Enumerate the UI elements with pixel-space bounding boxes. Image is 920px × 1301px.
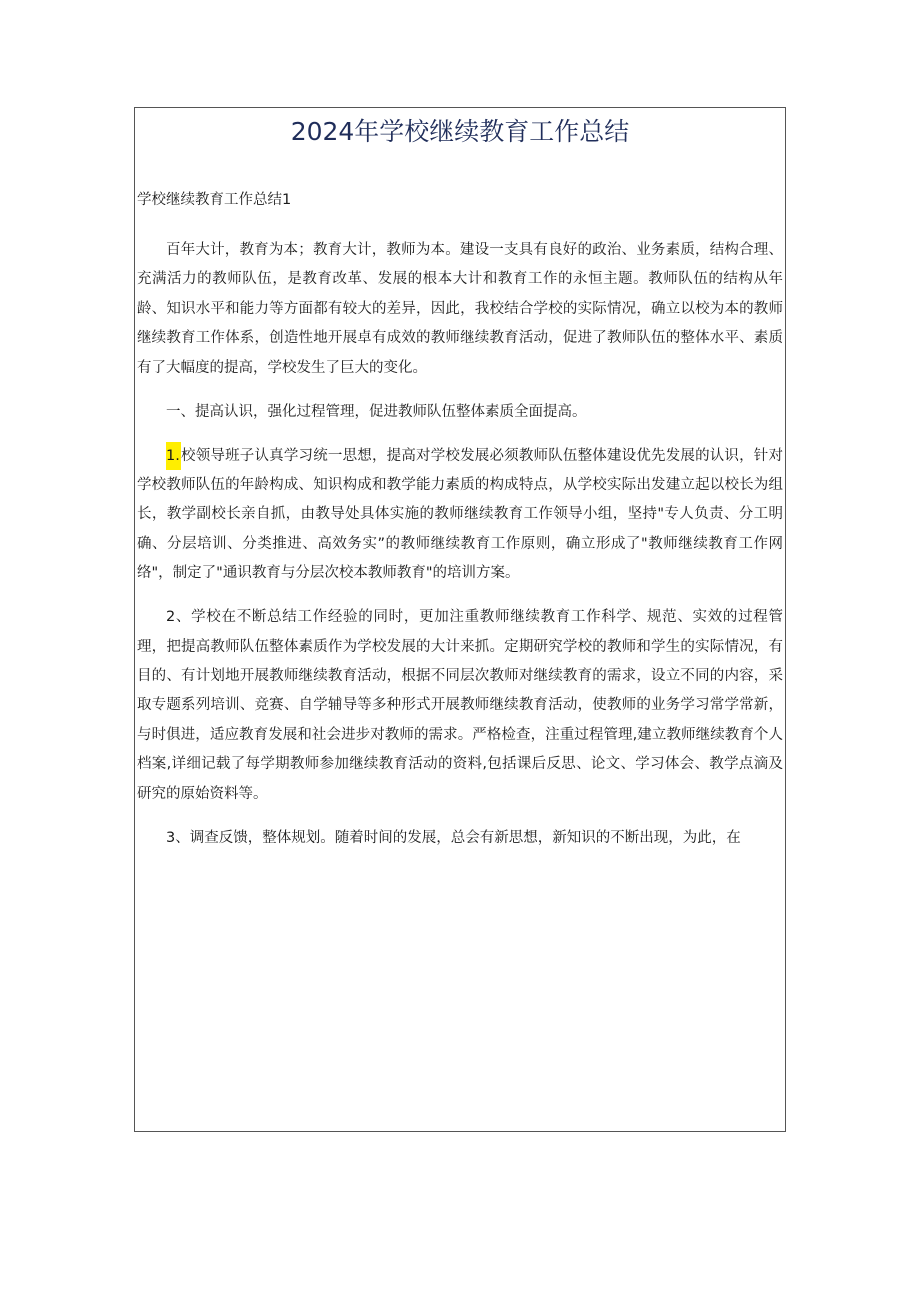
paragraph-heading-one: 一、提高认识，强化过程管理，促进教师队伍整体素质全面提高。 <box>166 403 587 420</box>
document-page <box>134 107 786 1132</box>
paragraph-item-one-text: 校领导班子认真学习统一思想，提高对学校发展必须教师队伍整体建设优先发展的认识，针对学校教师队伍的年龄构成、知识构成和教学能力素质的构成特点，从学校实际出发建立起以校长为组长，教学副校长亲自抓，由教导处具体实施的教师继续教育工作领导小组，坚持"专人负责、分工明确、分层培训、分类推进、高效务实”的教师继续教育工作原则，确立形成了"教师继续教育工作网络"，制定了"通识教育与分层次校本教师教育"的培训方案。 <box>137 447 783 582</box>
paragraph-item-one <box>137 442 783 589</box>
section-heading: 学校继续教育工作总结1 <box>137 192 292 208</box>
document-title: 2024年学校继续教育工作总结 <box>290 117 630 146</box>
paragraph-item-three: 3、调查反馈，整体规划。随着时间的发展，总会有新思想，新知识的不断出现，为此，在 <box>166 829 741 846</box>
highlighted-marker: 1. <box>166 442 181 470</box>
paragraph-item-two: 2、学校在不断总结工作经验的同时，更加注重教师继续教育工作科学、规范、实效的过程管理，把提高教师队伍整体素质作为学校发展的大计来抓。定期研究学校的教师和学生的实际情况，有目的、有计划地开展教师继续教育活动，根据不同层次教师对继续教育的需求，设立不同的内容，采取专题系列培训、竞赛、自学辅导等多种形式开展教师继续教育活动，使教师的业务学习常学常新，与时俱进，适应教育发展和社会进步对教师的需求。严格检查，注重过程管理,建立教师继续教育个人档案,详细记载了每学期教师参加继续教育活动的资料,包括课后反思、论文、学习体会、教学点滴及研究的原始资料等。 <box>137 609 783 802</box>
paragraph-intro: 百年大计，教育为本；教育大计，教师为本。建设一支具有良好的政治、业务素质，结构合理、充满活力的教师队伍，是教育改革、发展的根本大计和教育工作的永恒主题。教师队伍的结构从年龄、知识水平和能力等方面都有较大的差异，因此，我校结合学校的实际情况，确立以校为本的教师继续教育工作体系，创造性地开展卓有成效的教师继续教育活动，促进了教师队伍的整体水平、素质有了大幅度的提高，学校发生了巨大的变化。 <box>137 242 783 376</box>
document-body <box>137 236 783 868</box>
